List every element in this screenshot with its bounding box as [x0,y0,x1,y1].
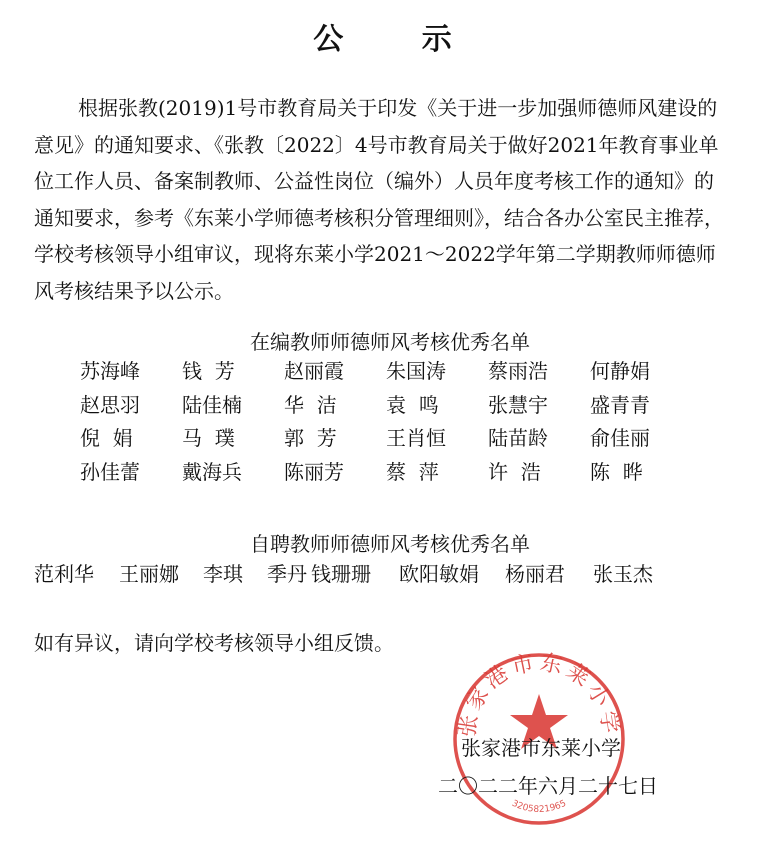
name-cell: 郭 芳 [284,426,337,450]
seal-arc-text: 张家港市东莱小学 [454,650,624,739]
contract-staff-name-row [34,558,734,587]
signing-organization: 张家港市东莱小学 [461,736,621,760]
name-cell: 季丹 [267,562,307,586]
seal-code: 3205821965 [510,798,568,816]
name-cell: 陈 晔 [590,459,643,484]
name-cell: 张慧宇 [488,392,548,417]
name-cell: 蔡雨浩 [488,359,548,383]
name-cell: 朱国涛 [386,359,446,383]
name-cell: 陈丽芳 [284,459,344,484]
objection-note: 如有异议，请向学校考核领导小组反馈。 [34,631,394,655]
name-cell: 欧阳敏娟 [399,562,479,586]
name-cell: 盛青青 [590,392,650,417]
name-cell: 孙佳蕾 [80,459,140,484]
name-cell: 范利华 [34,562,94,586]
notice-paragraph: 根据张教(2019)1号市教育局关于印发《关于进一步加强师德师风建设的意见》的通知要求、《张教〔2022〕4号市教育局关于做好2021年教育事业单位工作人员、备案制教师、公益性岗位（编外）人员年度考核工作的通知》的通知要求，参考《东莱小学师德考核积分管理细则》，结合各办公室民主推荐，学校考核领导小组审议，现将东莱小学2021～2022学年第二学期教师师德师风考核结果予以公示。 [34,96,724,303]
name-cell: 倪 娟 [80,426,133,450]
name-cell: 赵丽霞 [284,359,344,383]
document-title: 公 示 [313,22,486,57]
name-cell: 王肖恒 [386,426,446,450]
name-cell: 钱珊珊 [311,562,371,586]
name-cell: 赵思羽 [80,392,140,417]
name-cell: 俞佳丽 [590,426,650,450]
name-cell: 李琪 [203,562,243,586]
name-cell: 钱 芳 [182,359,235,383]
name-cell: 张玉杰 [593,562,653,586]
name-cell: 王丽娜 [119,562,179,586]
name-cell: 苏海峰 [80,359,140,383]
name-cell: 杨丽君 [505,562,565,586]
name-cell: 蔡 萍 [386,459,439,484]
contract-staff-list-heading: 自聘教师师德师风考核优秀名单 [250,532,530,556]
name-cell: 陆佳楠 [182,392,242,417]
name-cell: 袁 鸣 [386,392,439,417]
in-staff-name-grid [80,355,700,489]
name-cell: 戴海兵 [182,459,242,484]
name-cell: 华 洁 [284,392,337,417]
signing-date: 二〇二二年六月二十七日 [438,774,658,798]
name-cell: 许 浩 [488,459,541,484]
name-cell: 何静娟 [590,359,650,383]
name-cell: 马 璞 [182,426,235,450]
in-staff-list-heading: 在编教师师德师风考核优秀名单 [250,330,530,354]
name-cell: 陆苗龄 [488,426,548,450]
